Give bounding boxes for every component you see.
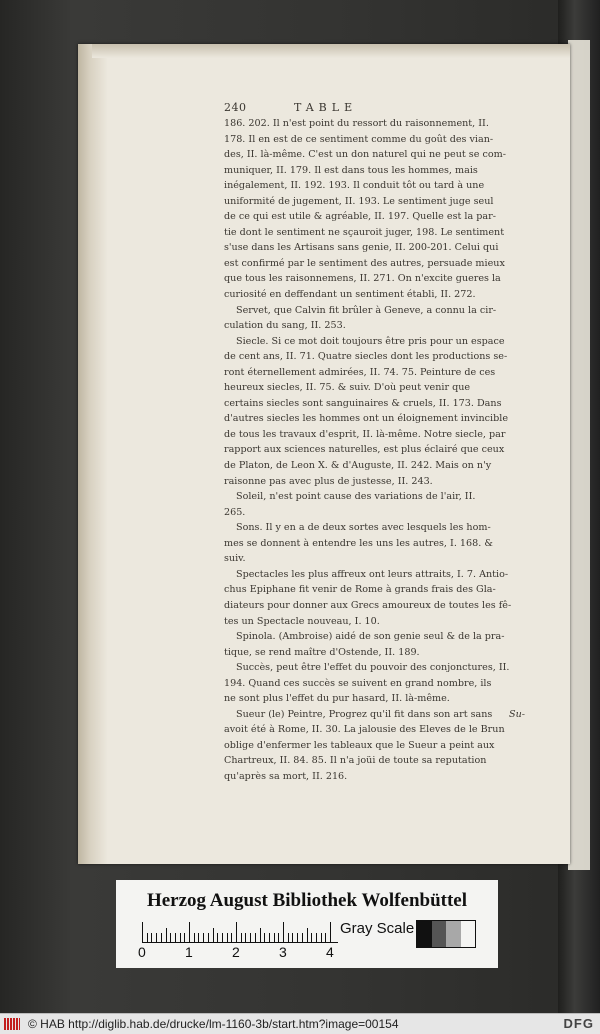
ruler-tick bbox=[241, 933, 242, 942]
gray-scale-label: Gray Scale bbox=[340, 920, 415, 937]
text-line: Chartreux, II. 84. 85. Il n'a joüi de toute sa reputation bbox=[224, 755, 487, 767]
text-line: uniformité de jugement, II. 193. Le sentiment juge seul bbox=[224, 195, 494, 207]
page-header bbox=[224, 100, 540, 116]
gray-swatch bbox=[461, 921, 476, 947]
ruler-tick bbox=[302, 933, 303, 942]
ruler-tick bbox=[217, 933, 218, 942]
text-line: d'autres siecles les hommes ont un éloignement invincible bbox=[224, 413, 509, 425]
index-text bbox=[224, 100, 540, 782]
ruler-label: 2 bbox=[232, 944, 240, 960]
text-line: tique, se rend maître d'Ostende, II. 189. bbox=[224, 646, 420, 658]
text-line: heureux siecles, II. 75. & suiv. D'où peut venir que bbox=[224, 382, 471, 394]
text-line: inégalement, II. 192. 193. Il conduit tôt ou tard à une bbox=[224, 180, 485, 192]
text-line: mes se donnent à entendre les uns les autres, I. 168. & bbox=[224, 537, 493, 549]
ruler-label: 0 bbox=[138, 944, 146, 960]
text-line: avoit été à Rome, II. 30. La jalousie des Eleves de le Brun bbox=[224, 724, 505, 736]
text-line: Sons. Il y en a de deux sortes avec lesquels les hom- bbox=[236, 522, 491, 534]
text-line: curiosité en deffendant un sentiment établi, II. 272. bbox=[224, 289, 476, 301]
gray-swatch bbox=[417, 921, 432, 947]
text-line: Succès, peut être l'effet du pouvoir des conjonctures, II. bbox=[236, 662, 510, 674]
text-line: des, II. là-même. C'est un don naturel qui ne peut se com- bbox=[224, 149, 506, 161]
hab-logo-icon bbox=[4, 1018, 20, 1030]
gray-scale-swatches bbox=[416, 920, 476, 948]
ruler-tick bbox=[161, 933, 162, 942]
ruler-tick bbox=[283, 922, 284, 942]
ruler-tick bbox=[175, 933, 176, 942]
text-line: ne sont plus l'effet du pur hasard, II. là-même. bbox=[224, 693, 450, 705]
ruler-tick bbox=[213, 928, 214, 942]
ruler-tick bbox=[198, 933, 199, 942]
text-line: qu'après sa mort, II. 216. bbox=[224, 770, 348, 782]
ruler-tick bbox=[311, 933, 312, 942]
ruler-tick bbox=[325, 933, 326, 942]
text-line: s'use dans les Artisans sans genie, II. 200-201. Celui qui bbox=[224, 242, 499, 254]
viewer-footer bbox=[0, 1013, 600, 1034]
text-line: que tous les raisonnemens, II. 271. On n'excite gueres la bbox=[224, 273, 501, 285]
text-line: de cent ans, II. 71. Quatre siecles dont les productions se- bbox=[224, 351, 508, 363]
ruler-tick bbox=[142, 922, 143, 942]
page-gutter-shadow bbox=[78, 44, 108, 864]
ruler-tick bbox=[316, 933, 317, 942]
ruler-tick bbox=[292, 933, 293, 942]
ruler-tick bbox=[297, 933, 298, 942]
ruler-tick bbox=[269, 933, 270, 942]
ruler-label: 3 bbox=[279, 944, 287, 960]
text-line: tie dont le sentiment ne sçauroit juger, 198. Le sentiment bbox=[224, 226, 505, 238]
text-line: chus Epiphane fit venir de Rome à grands frais des Gla- bbox=[224, 584, 496, 596]
ruler-tick bbox=[255, 933, 256, 942]
ruler-tick bbox=[236, 922, 237, 942]
source-url[interactable]: © HAB http://diglib.hab.de/drucke/lm-1160-3b/start.htm?image=00154 bbox=[28, 1017, 399, 1031]
ruler-tick bbox=[184, 933, 185, 942]
ruler-tick bbox=[288, 933, 289, 942]
text-line: muniquer, II. 179. Il est dans tous les hommes, mais bbox=[224, 164, 478, 176]
text-line: Soleil, n'est point cause des variations de l'air, II. bbox=[236, 491, 476, 503]
ruler-tick bbox=[166, 928, 167, 942]
gray-swatch bbox=[446, 921, 461, 947]
library-name: Herzog August Bibliothek Wolfenbüttel bbox=[146, 890, 468, 911]
catchword: Su- bbox=[509, 709, 525, 720]
ruler-tick bbox=[264, 933, 265, 942]
text-line: Spectacles les plus affreux ont leurs attraits, I. 7. Antio- bbox=[236, 568, 509, 580]
measurement-ruler bbox=[142, 922, 338, 943]
text-line: Spinola. (Ambroise) aidé de son genie seul & de la pra- bbox=[236, 631, 505, 643]
ruler-tick bbox=[250, 933, 251, 942]
text-line: de ce qui est utile & agréable, II. 197. Quelle est la par- bbox=[224, 211, 496, 223]
text-line: ront éternellement admirées, II. 74. 75. Peinture de ces bbox=[224, 366, 496, 378]
color-reference-card bbox=[116, 880, 498, 968]
ruler-label: 4 bbox=[326, 944, 334, 960]
text-line: tes un Spectacle nouveau, I. 10. bbox=[224, 615, 380, 627]
text-line: 178. Il en est de ce sentiment comme du goût des vian- bbox=[224, 133, 494, 145]
text-line: est confirmé par le sentiment des autres, persuade mieux bbox=[224, 257, 505, 269]
ruler-tick bbox=[208, 933, 209, 942]
ruler-tick bbox=[274, 933, 275, 942]
ruler-tick bbox=[170, 933, 171, 942]
ruler-tick bbox=[147, 933, 148, 942]
text-line: certains siecles sont sanguinaires & cruels, II. 173. Dans bbox=[224, 397, 502, 409]
ruler-tick bbox=[203, 933, 204, 942]
text-line: Sueur (le) Peintre, Progrez qu'il fit dans son art sans bbox=[236, 708, 493, 720]
text-line: 194. Quand ces succès se suivent en grand nombre, ils bbox=[224, 677, 492, 689]
ruler-tick bbox=[222, 933, 223, 942]
ruler-tick bbox=[260, 928, 261, 942]
ruler-tick bbox=[180, 933, 181, 942]
text-line: diateurs pour donner aux Grecs amoureux de toutes les fê- bbox=[224, 599, 512, 611]
ruler-tick bbox=[321, 933, 322, 942]
text-line: 265. bbox=[224, 506, 246, 518]
ruler-tick bbox=[189, 922, 190, 942]
running-title: TABLE bbox=[294, 101, 358, 114]
ruler-tick bbox=[156, 933, 157, 942]
ruler-tick bbox=[278, 933, 279, 942]
text-line: de Platon, de Leon X. & d'Auguste, II. 242. Mais on n'y bbox=[224, 460, 492, 472]
gray-swatch bbox=[432, 921, 447, 947]
ruler-tick bbox=[227, 933, 228, 942]
index-lines bbox=[224, 116, 540, 785]
dfg-logo: DFG bbox=[563, 1016, 594, 1031]
ruler-tick bbox=[330, 922, 331, 942]
text-line: Servet, que Calvin fit brûler à Geneve, a connu la cir- bbox=[236, 304, 497, 316]
text-line: Siecle. Si ce mot doit toujours être pris pour un espace bbox=[236, 335, 505, 347]
ruler-tick bbox=[245, 933, 246, 942]
ruler-tick bbox=[194, 933, 195, 942]
page-top-edge bbox=[92, 44, 570, 58]
next-page-sliver bbox=[568, 40, 590, 870]
ruler-tick bbox=[231, 933, 232, 942]
ruler-tick bbox=[307, 928, 308, 942]
text-line: suiv. bbox=[224, 553, 246, 565]
ruler-tick bbox=[151, 933, 152, 942]
text-line: 186. 202. Il n'est point du ressort du raisonnement, II. bbox=[224, 118, 489, 129]
text-line: oblige d'enfermer les tableaux que le Sueur a peint aux bbox=[224, 739, 495, 751]
ruler-label: 1 bbox=[185, 944, 193, 960]
text-line: rapport aux sciences naturelles, est plus éclairé que ceux bbox=[224, 444, 505, 456]
text-line: raisonne pas avec plus de justesse, II. 243. bbox=[224, 475, 433, 487]
text-line: culation du sang, II. 253. bbox=[224, 320, 346, 332]
text-line: de tous les travaux d'esprit, II. là-même. Notre siecle, par bbox=[224, 428, 506, 440]
page-number: 240 bbox=[224, 101, 247, 114]
